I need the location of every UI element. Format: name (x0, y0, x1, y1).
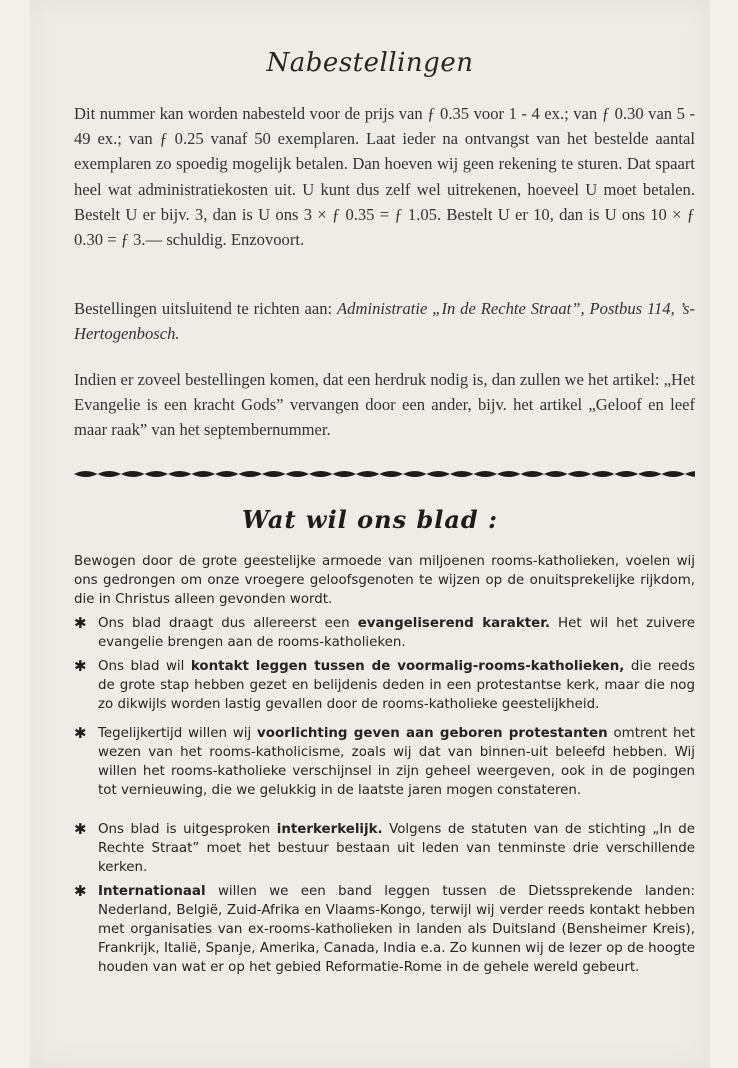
item-emphasis: Internationaal (98, 884, 206, 899)
asterisk-icon: ✱ (74, 657, 87, 675)
item-text: Het wil het zuivere evangelie brengen aan de rooms-katholieken. (98, 616, 695, 650)
intro-paragraph: Bewogen door de grote geestelijke armoede van miljoenen rooms-katholieken, voelen wij ons gedrongen om onze vroegere geloofsgenoten te wijzen op de onuitsprekelijke rijkdom, die in Christus alleen gevonden wordt. (74, 554, 695, 607)
list-item (74, 614, 695, 652)
item-text: willen we een band leggen tussen de Dietssprekende landen: Nederland, België, Zuid-Afrika en Vlaams-Kongo, terwijl wij verder reeds kontakt hebben met organisaties van ex-rooms-katholieken in landen als Duitsland (Bensheimer Kreis), Frankrijk, Italië, Spanje, Amerika, Canada, India e.a. Zo kunnen wij de lezer op de hoogte houden van wat er op het gebied Reformatie-Rome in de gehele wereld gebeurt. (98, 884, 695, 975)
list-item (74, 820, 695, 877)
item-text: Ons blad wil (98, 659, 191, 674)
item-text: Volgens de statuten van de stichting „In de Rechte Straat” moet het bestuur bestaan uit leden van tenminste drie verschillende kerken. (98, 822, 696, 875)
item-text: Ons blad draagt dus allereerst een (98, 616, 358, 631)
item-emphasis: voorlichting geven aan geboren protestanten (257, 726, 608, 741)
asterisk-icon: ✱ (74, 614, 87, 632)
page-title: Nabestellingen (266, 48, 474, 78)
asterisk-icon: ✱ (74, 724, 87, 742)
asterisk-icon: ✱ (74, 820, 87, 838)
item-text: die reeds de grote stap hebben gezet en belijdenis deden in een protestantse kerk, maar die nog zo dikwijls worden lastig gevallen door de rooms-katholieke geestelijkheid. (98, 659, 696, 712)
address-text: Administratie „In de Rechte Straat”, Postbus 114, ’s-Hertogenbosch. (74, 299, 695, 344)
address-prefix: Bestellingen uitsluitend te richten aan: (74, 299, 338, 318)
ordering-paragraph: Dit nummer kan worden nabesteld voor de prijs van ƒ 0.35 voor 1 - 4 ex.; van ƒ 0.30 van 5 - 49 ex.; van ƒ 0.25 vanaf 50 exemplaren. Laat ieder na ontvangst van het bestelde aantal exemplaren zo spoedig mogelijk betalen. Dan hoeven wij geen rekening te sturen. Dat spaart heel wat administratiekosten uit. U kunt dus zelf wel uitrekenen, hoeveel U moet betalen. Bestelt U er bijv. 3, dan is U ons 3 × ƒ 0.35 = ƒ 1.05. Bestelt U er 10, dan is U ons 10 × ƒ 0.30 = ƒ 3.— schuldig. Enzovoort. (74, 104, 695, 250)
list-item (74, 882, 695, 977)
asterisk-icon: ✱ (74, 882, 87, 900)
list-item (74, 657, 695, 714)
item-text: omtrent het wezen van het rooms-katholicisme, zoals wij dat van binnen-uit beleefd hebben. Wij willen het rooms-katholieke verschijnsel in zijn geheel weergeven, ook in de pogingen tot vernieuwing, die we gelukkig in de laatste jaren mogen constateren. (98, 726, 695, 798)
section-heading: Wat wil ons blad : (242, 505, 498, 534)
list-item (74, 724, 695, 800)
address-paragraph (74, 296, 695, 346)
wavy-divider (74, 468, 695, 480)
item-emphasis: evangeliserend karakter. (357, 616, 550, 631)
item-text: Ons blad is uitgesproken (98, 822, 277, 837)
item-text: Tegelijkertijd willen wij (98, 726, 258, 741)
item-emphasis: kontakt leggen tussen de voormalig-rooms-katholieken, (190, 659, 625, 674)
item-emphasis: interkerkelijk. (276, 822, 383, 837)
reprint-paragraph: Indien er zoveel bestellingen komen, dat een herdruk nodig is, dan zullen we het artikel: „Het Evangelie is een kracht Gods” vervangen door een ander, bijv. het artikel „Geloof en leef maar raak” van het septembernummer. (74, 370, 695, 440)
page (30, 0, 710, 1068)
